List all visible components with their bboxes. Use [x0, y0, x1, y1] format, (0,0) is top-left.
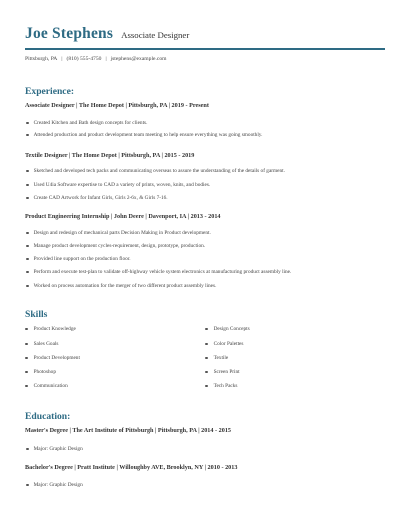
degree-bullet [25, 446, 83, 452]
bullet-dot [26, 134, 29, 137]
job-bullet [25, 230, 211, 236]
bullet-dot [26, 197, 29, 200]
bullet-dot [26, 484, 29, 487]
job-bullet [25, 195, 168, 201]
skill-item [25, 326, 76, 332]
contact-phone: (810) 555-4750 [66, 56, 102, 62]
skill-label: Screen Print [213, 369, 240, 375]
job-bullet [25, 256, 131, 262]
skill-label: Communication [33, 383, 68, 389]
skill-label: Photoshop [33, 369, 56, 375]
contact-separator: | [61, 56, 63, 62]
bullet-dot [26, 170, 29, 173]
skill-label: Textile [213, 355, 229, 361]
name-row [25, 25, 385, 43]
skill-item [205, 326, 250, 332]
degree-bullet-text: Major: Graphic Design [33, 446, 83, 452]
job-heading: Associate Designer | The Home Depot | Pittsburgh, PA | 2019 - Present [25, 102, 209, 109]
skill-item [25, 369, 56, 375]
bullet-dot [26, 258, 29, 261]
skill-item [205, 355, 228, 361]
bullet-dot [205, 328, 208, 331]
job-bullet [25, 283, 216, 289]
bullet-dot [205, 343, 208, 346]
contact-separator: | [105, 56, 107, 62]
candidate-role: Associate Designer [121, 30, 190, 40]
job-bullet-text: Manage product development cycles-requirement, design, prototype, production. [33, 243, 206, 249]
bullet-dot [26, 285, 29, 288]
bullet-dot [25, 385, 28, 388]
degree-heading: Master's Degree | The Art Institute of Pittsburgh | Pittsburgh, PA | 2014 - 2015 [25, 427, 232, 434]
bullet-dot [26, 122, 29, 125]
skill-label: Sales Goals [33, 341, 59, 347]
education-heading: Education: [25, 411, 71, 422]
skills-heading: Skills [25, 309, 48, 320]
job-bullet-text: Perform and execute test-plan to validate off-highway vehicle system electronics at manufacturing product assembly line. [33, 269, 292, 275]
skill-item [205, 383, 238, 389]
skill-item [205, 369, 240, 375]
bullet-dot [25, 343, 28, 346]
degree-bullet [25, 482, 83, 488]
skill-label: Product Development [33, 355, 80, 361]
job-bullet-text: Attended production and product development team meeting to help ensure everything was going smoothly. [33, 132, 263, 138]
resume-header [25, 25, 385, 43]
skill-item [25, 355, 80, 361]
degree-bullet-text: Major: Graphic Design [33, 482, 83, 488]
job-bullet-text: Sketched and developed tech packs and communicating overseas to assure the understanding of the details of garment. [33, 168, 285, 174]
job-bullet-text: Provided line support on the production floor. [33, 256, 131, 262]
job-bullet [25, 182, 210, 188]
job-bullet [25, 269, 291, 275]
header-divider [25, 48, 385, 50]
job-bullet [25, 120, 147, 126]
degree-heading: Bachelor's Degree | Pratt Institute | Willoughby AVE, Brooklyn, NY | 2010 - 2013 [25, 464, 238, 471]
bullet-dot [25, 357, 28, 360]
job-bullet-text: Used U4ia Software expertise to CAD a variety of prints, woven, knits, and bodies. [33, 182, 211, 188]
bullet-dot [26, 448, 29, 451]
bullet-dot [205, 357, 208, 360]
bullet-dot [205, 385, 208, 388]
skill-label: Tech Packs [213, 383, 238, 389]
skill-item [205, 341, 243, 347]
skill-label: Product Knowledge [33, 326, 76, 332]
job-bullet-text: Worked on process automation for the merger of two different product assembly lines. [33, 283, 217, 289]
job-bullet-text: Created Kitchen and Bath design concepts for clients. [33, 120, 148, 126]
bullet-dot [26, 271, 29, 274]
bullet-dot [205, 371, 208, 374]
skill-label: Color Palettes [213, 341, 244, 347]
contact-email: jstephens@example.com [110, 56, 167, 62]
bullet-dot [25, 328, 28, 331]
job-bullet-text: Create CAD Artwork for Infant Girls, Girls 2-6x, & Girls 7-16. [33, 195, 168, 201]
job-bullet [25, 132, 262, 138]
contact-line [25, 56, 167, 62]
candidate-name: Joe Stephens [25, 25, 114, 42]
contact-location: Pittsburgh, PA [25, 56, 58, 62]
job-heading: Textile Designer | The Home Depot | Pittsburgh, PA | 2015 - 2019 [25, 152, 195, 159]
job-bullet [25, 168, 285, 174]
bullet-dot [25, 371, 28, 374]
bullet-dot [26, 184, 29, 187]
skill-item [25, 341, 58, 347]
bullet-dot [26, 232, 29, 235]
skill-item [25, 383, 68, 389]
job-bullet-text: Design and redesign of mechanical parts Decision Making in Product development. [33, 230, 211, 236]
experience-heading: Experience: [25, 86, 75, 97]
bullet-dot [26, 245, 29, 248]
skill-label: Design Concepts [213, 326, 250, 332]
job-bullet [25, 243, 205, 249]
job-heading: Product Engineering Internship | John Deere | Davenport, IA | 2013 - 2014 [25, 213, 221, 220]
